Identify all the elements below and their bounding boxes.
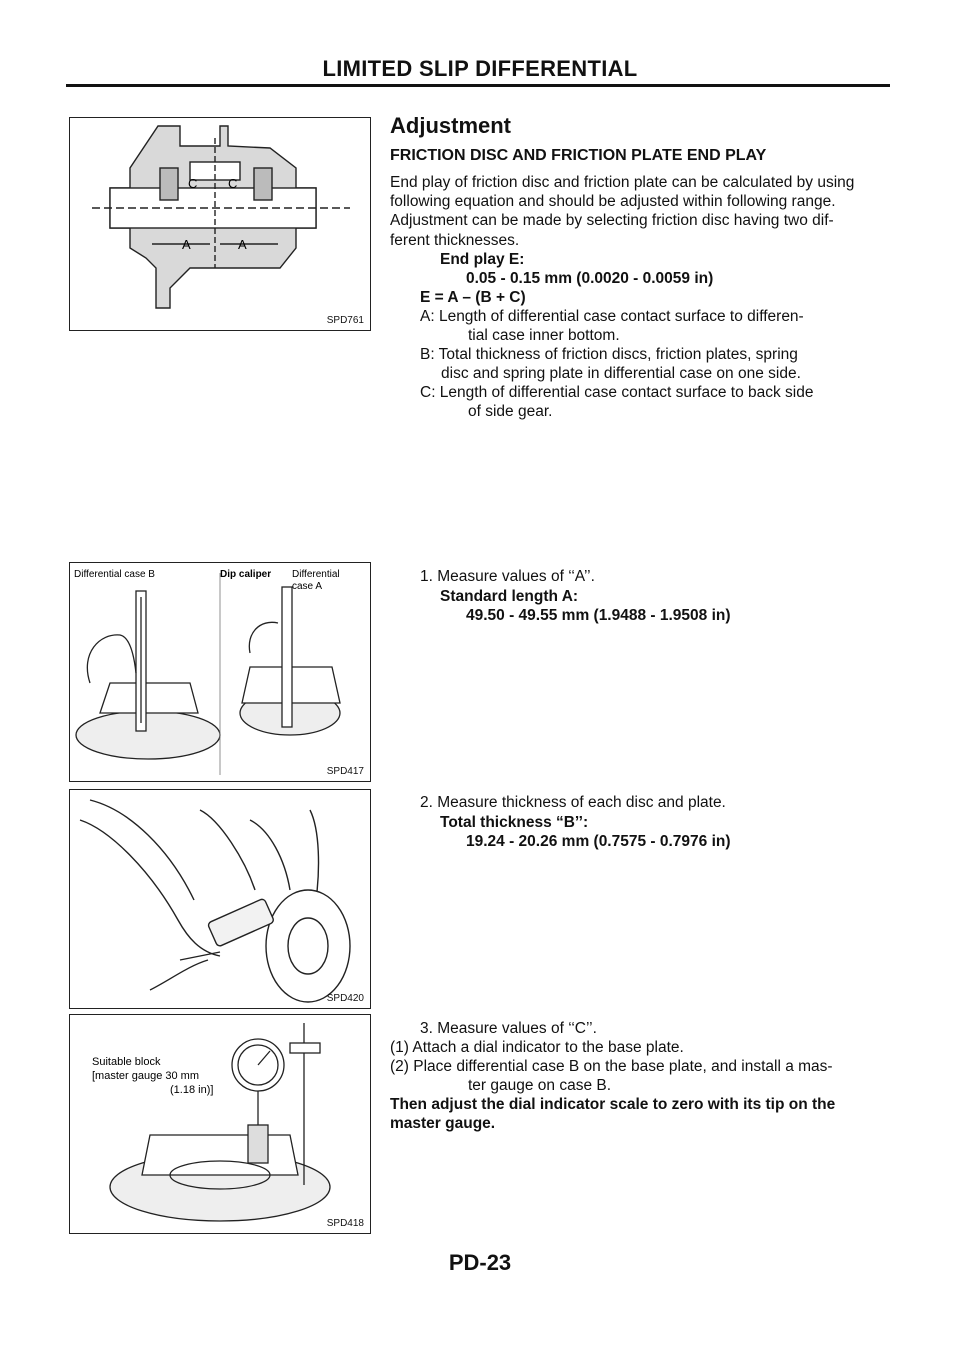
step-3-substep-1: (1) Attach a dial indicator to the base plate.: [390, 1039, 684, 1056]
step-1-spec-label: Standard length A:: [440, 588, 579, 605]
definition-c-line2: of side gear.: [468, 403, 553, 420]
callout-dip-caliper: Dip caliper: [220, 569, 272, 580]
figure-label: SPD418: [326, 1218, 364, 1229]
intro-line: following equation and should be adjusted within following range.: [390, 193, 836, 211]
intro-line: End play of friction disc and friction plate can be calculated by using: [390, 174, 855, 191]
definition-b-line1: B: Total thickness of friction discs, friction plates, spring: [420, 346, 798, 363]
step-2-spec-value: 19.24 - 20.26 mm (0.7575 - 0.7976 in): [466, 833, 731, 850]
figure-label: SPD761: [326, 315, 364, 326]
subsection-title: FRICTION DISC AND FRICTION PLATE END PLAY: [390, 147, 767, 164]
micrometer-measurement-illustration: [70, 790, 370, 1008]
step-3-text: 3. Measure values of ‘‘C’’.: [420, 1020, 597, 1037]
step-3-substep-2-line1: (2) Place differential case B on the base plate, and install a mas-: [390, 1058, 833, 1075]
intro-line: ferent thicknesses.: [390, 231, 520, 249]
figure-label: SPD420: [326, 993, 364, 1004]
letter-a-right: A: [238, 237, 247, 252]
end-play-equation: E = A – (B + C): [420, 289, 526, 306]
definition-c-line1: C: Length of differential case contact surface to back side: [420, 384, 814, 401]
step-2-text: 2. Measure thickness of each disc and plate.: [420, 794, 726, 811]
end-play-value: 0.05 - 0.15 mm (0.0020 - 0.0059 in): [466, 270, 714, 287]
definition-a-line1: A: Length of differential case contact surface to differen-: [420, 308, 804, 325]
callout-differential: Differential: [292, 569, 340, 580]
figure-spd417: [69, 562, 371, 782]
differential-cross-section-illustration: [70, 118, 370, 330]
figure-label: SPD417: [326, 766, 364, 777]
page-number: PD-23: [448, 1250, 512, 1275]
intro-paragraph: [390, 173, 930, 250]
callout-differential-case-b: Differential case B: [74, 569, 155, 580]
caliper-measurement-illustration: [70, 563, 370, 781]
letter-c-right: C: [228, 176, 238, 191]
step-2-spec-label: Total thickness “B’’:: [440, 814, 589, 831]
definition-a-line2: tial case inner bottom.: [468, 327, 620, 344]
intro-line: Adjustment can be made by selecting friction disc having two dif-: [390, 212, 834, 230]
end-play-label: End play E:: [440, 251, 525, 268]
step-3-note-line1: Then adjust the dial indicator scale to zero with its tip on the: [390, 1096, 836, 1113]
callout-case-a: case A: [292, 581, 323, 592]
dial-indicator-illustration: [70, 1015, 370, 1233]
step-3-note-line2: master gauge.: [390, 1115, 496, 1132]
header-divider: [66, 84, 890, 87]
letter-a-left: A: [182, 237, 191, 252]
callout-master-gauge: [master gauge 30 mm: [92, 1070, 199, 1082]
page-header-title: LIMITED SLIP DIFFERENTIAL: [322, 56, 638, 81]
figure-spd420: [69, 789, 371, 1009]
section-title: Adjustment: [390, 113, 511, 138]
step-1-text: 1. Measure values of ‘‘A’’.: [420, 568, 595, 585]
figure-spd761: [69, 117, 371, 331]
callout-suitable-block: Suitable block: [92, 1056, 161, 1068]
step-1-spec-value: 49.50 - 49.55 mm (1.9488 - 1.9508 in): [466, 607, 731, 624]
callout-inch-value: (1.18 in)]: [170, 1084, 214, 1096]
definition-b-line2: disc and spring plate in differential case on one side.: [441, 365, 801, 382]
step-3-substep-2-line2: ter gauge on case B.: [468, 1077, 612, 1094]
figure-spd418: [69, 1014, 371, 1234]
letter-c-left: C: [188, 176, 198, 191]
